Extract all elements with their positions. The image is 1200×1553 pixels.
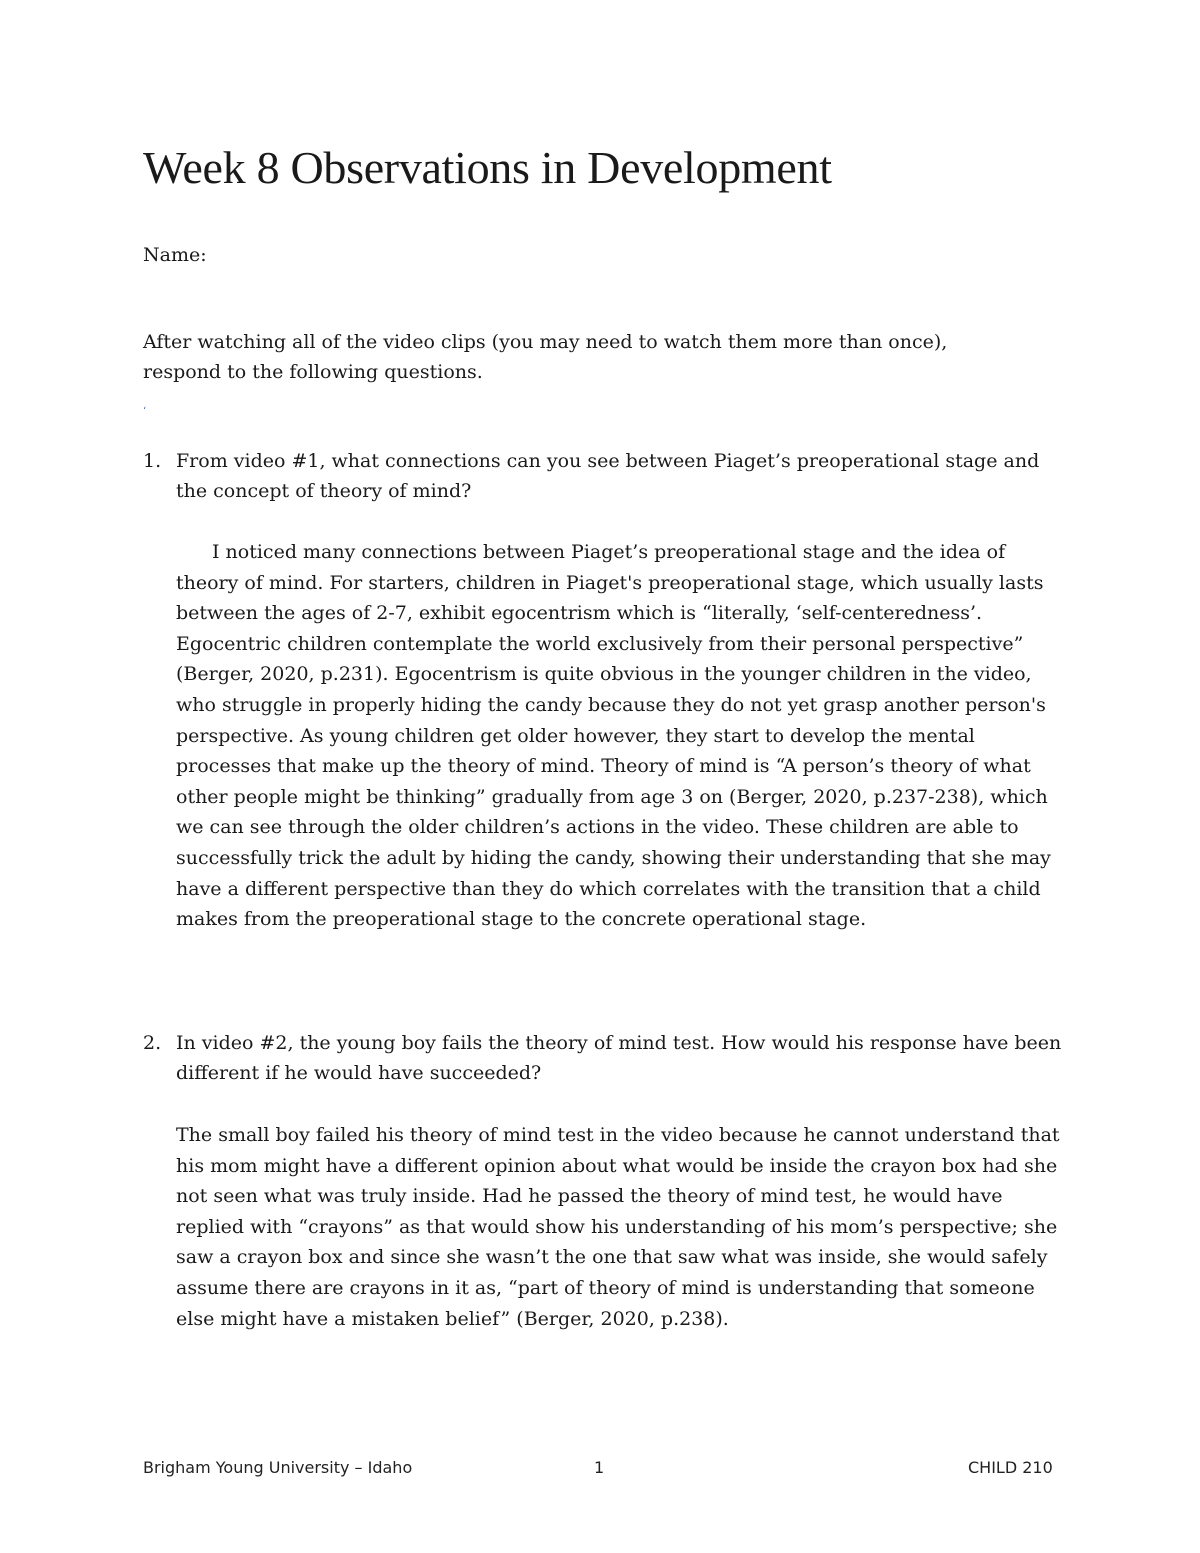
answer-2: The small boy failed his theory of mind test in the video because he cannot understand that his mom might have a different opinion about what would be inside the crayon box had she not seen what was truly inside. Had he passed the theory of mind test, he would have replied with “crayons” as that would show his understanding of his mom’s perspective; she saw a crayon box and since she wasn’t the one that saw what was inside, she would safely assume there are crayons in it as, “part of theory of mind is understanding that someone else might have a mistaken belief” (Berger, 2020, p.238). (176, 1124, 1060, 1330)
question-1 (143, 446, 1063, 506)
footer-page-number: 1 (594, 1458, 605, 1477)
question-text: From video #1, what connections can you see between Piaget’s preoperational stage and the concept of theory of mind? (176, 450, 1040, 502)
question-number: 1. (143, 450, 162, 472)
name-label: Name: (143, 244, 207, 266)
stray-mark-icon: ‘ (143, 406, 147, 417)
answer-1: I noticed many connections between Piaget’s preoperational stage and the idea of theory of mind. For starters, children in Piaget's preoperational stage, which usually lasts between the ages of 2-7, exhibit egocentrism which is “literally, ‘self-centeredness’. Egocentric children contemplate the world exclusively from their personal perspective” (Berger, 2020, p.231). Egocentrism is quite obvious in the younger children in the video, who struggle in properly hiding the candy because they do not yet grasp another person's perspective. As young children get older however, they start to develop the mental processes that make up the theory of mind. Theory of mind is “A person’s theory of what other people might be thinking” gradually from age 3 on (Berger, 2020, p.237-238), which we can see through the older children’s actions in the video. These children are able to successfully trick the adult by hiding the candy, showing their understanding that she may have a different perspective than they do which correlates with the transition that a child makes from the preoperational stage to the concrete operational stage. (176, 541, 1051, 931)
question-text: In video #2, the young boy fails the theory of mind test. How would his response have been different if he would have succeeded? (176, 1032, 1062, 1084)
footer-institution: Brigham Young University – Idaho (143, 1458, 413, 1477)
footer-course-code: CHILD 210 (968, 1458, 1053, 1477)
question-number: 2. (143, 1032, 162, 1054)
page-title: Week 8 Observations in Development (143, 142, 832, 193)
intro-paragraph: After watching all of the video clips (you may need to watch them more than once), respond to the following questions. (143, 331, 948, 383)
question-2 (143, 1028, 1063, 1088)
